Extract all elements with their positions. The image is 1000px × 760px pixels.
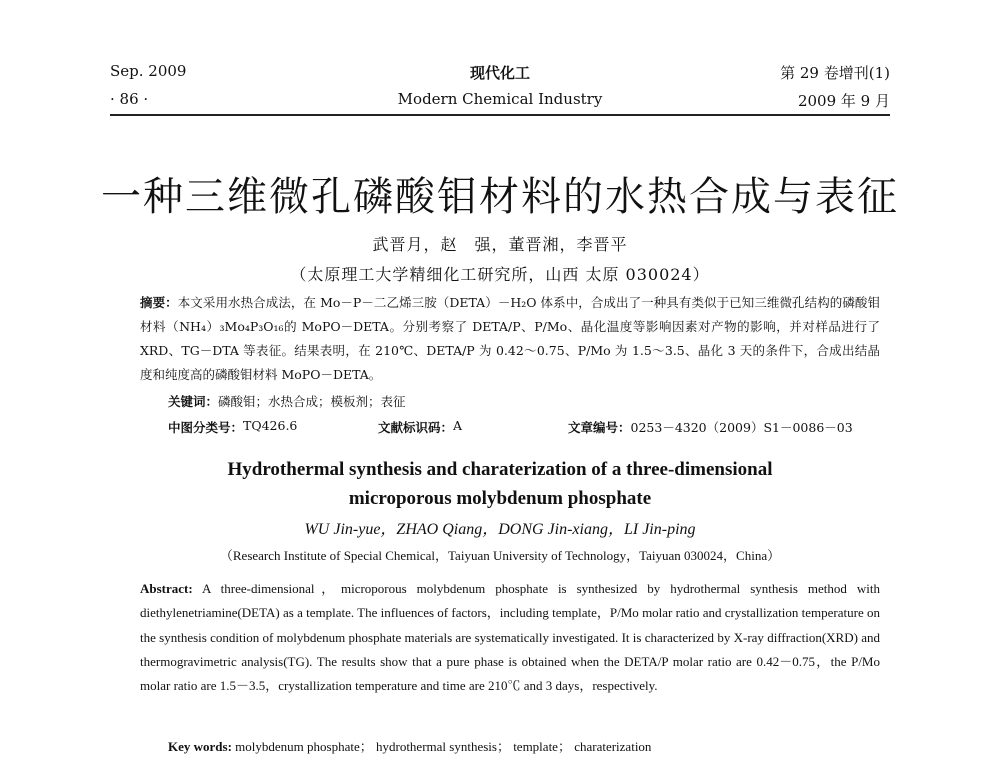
chinese-abstract: [140, 291, 880, 387]
english-title-line2: microporous molybdenum phosphate: [348, 488, 652, 509]
english-abstract-text: A three-dimensional，microporous molybdenum phosphate is synthesized by hydrothermal synthesis method with diethylenetriamine(DETA) as a template. The influences of factors，including template，P/Mo molar ratio and crystallization temperature on the synthesis condition of molybdenum phosphate materials are systematically investigated. It is characterized by X-ray diffraction(XRD) and thermogravimetric analysis(TG). The results show that a pure phase is obtained when the DETA/P molar ratio are 0.42－0.75，the P/Mo molar ratio are 1.5－3.5，crystallization temperature and time are 210℃ and 3 days，respectively.: [140, 581, 880, 694]
english-keywords: [168, 736, 651, 755]
chinese-abstract-text: 本文采用水热合成法，在 Mo－P－二乙烯三胺（DETA）－H₂O 体系中，合成出了一种具有类似于已知三维微孔结构的磷酸钼材料（NH₄）₃Mo₄P₃O₁₆的 MoPO－DETA。分别考察了 DETA/P、P/Mo、晶化温度等影响因素对产物的影响，并对样品进行了 XRD、TG－DTA 等表征。结果表明，在 210℃、DETA/P 为 0.42～0.75、P/Mo 为 1.5～3.5、晶化 3 天的条件下，合成出结晶度和纯度高的磷酸钼材料 MoPO－DETA。: [140, 295, 880, 382]
chinese-keywords-text: 磷酸钼；水热合成；模板剂；表征: [218, 394, 406, 409]
doc-code-label: 文献标识码：: [378, 420, 454, 435]
header-rule: [110, 114, 890, 116]
header-page: · 86 ·: [110, 90, 149, 108]
english-keywords-text: molybdenum phosphate； hydrothermal synthesis； template； charaterization: [231, 739, 652, 754]
header-journal-cn: 现代化工: [469, 64, 531, 82]
header-date-cn: 2009 年 9 月: [797, 92, 890, 110]
header-date: Sep. 2009: [110, 62, 187, 80]
english-authors: WU Jin-yue，ZHAO Qiang，DONG Jin-xiang，LI Jin-ping: [304, 521, 696, 538]
chinese-authors: 武晋月，赵 强，董晋湘，李晋平: [372, 235, 628, 254]
english-affiliation: （Research Institute of Special Chemical，Taiyuan University of Technology，Taiyuan 030024，China）: [219, 548, 781, 563]
chinese-keywords: [168, 392, 406, 410]
english-keywords-label: Key words:: [168, 739, 232, 754]
doc-code-value: A: [453, 418, 463, 433]
article-number-value: 0253－4320（2009）S1－0086－03: [630, 420, 853, 435]
chinese-abstract-label: 摘要：: [140, 295, 178, 310]
english-abstract: [140, 577, 880, 698]
article-number: [568, 418, 853, 436]
clc-value: TQ426.6: [243, 418, 298, 433]
clc-number: [168, 418, 298, 436]
running-header-bottom: [110, 90, 890, 110]
english-abstract-label: Abstract:: [140, 581, 193, 596]
article-number-label: 文章编号：: [568, 420, 631, 435]
chinese-title: 一种三维微孔磷酸钼材料的水热合成与表征: [101, 174, 899, 220]
chinese-keywords-label: 关键词：: [168, 394, 219, 409]
english-title-line1: Hydrothermal synthesis and charaterization of a three-dimensional: [227, 459, 773, 480]
chinese-affiliation: （太原理工大学精细化工研究所，山西 太原 030024）: [290, 265, 710, 284]
document-code: [378, 418, 463, 436]
running-header-top: [110, 62, 890, 82]
classification-row: [168, 418, 880, 436]
english-title: [0, 455, 1000, 513]
header-volume: 第 29 卷增刊(1): [780, 64, 890, 82]
header-journal-en: Modern Chemical Industry: [397, 90, 603, 108]
clc-label: 中图分类号：: [168, 420, 244, 435]
